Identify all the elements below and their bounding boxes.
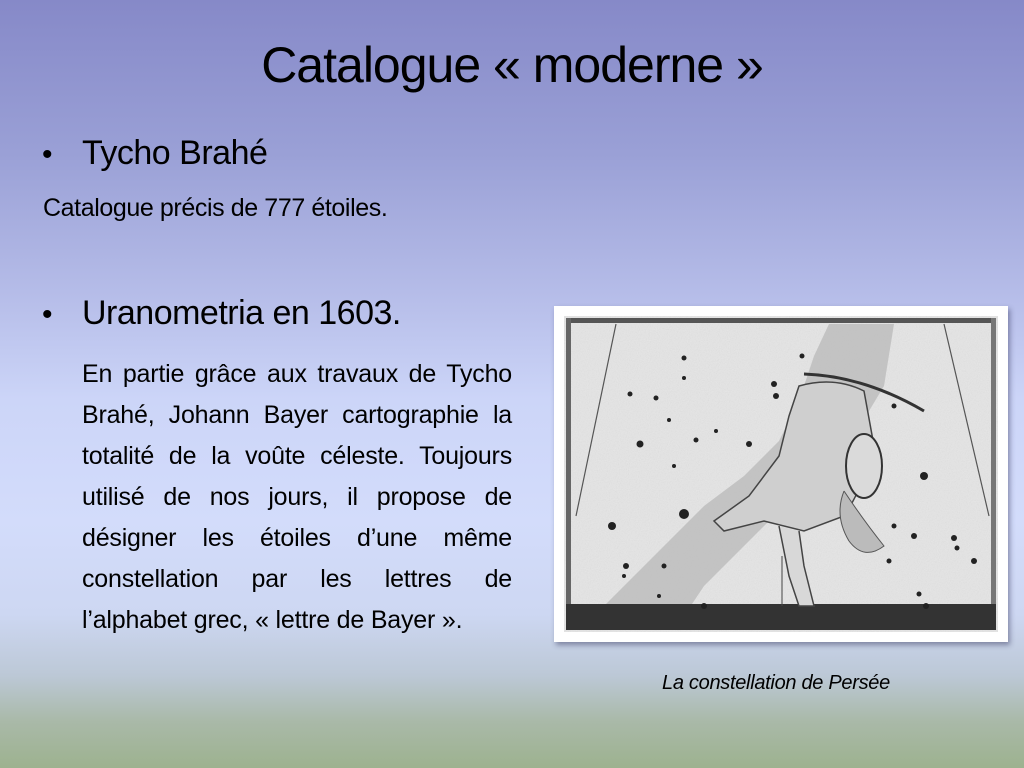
bullet-heading: Uranometria en 1603. bbox=[82, 294, 401, 332]
perseus-constellation-image bbox=[554, 306, 1008, 642]
bullet-icon: • bbox=[42, 298, 53, 331]
engraving-illustration bbox=[564, 316, 998, 632]
slide-title: Catalogue « moderne » bbox=[261, 37, 763, 93]
bullet-heading: Tycho Brahé bbox=[82, 134, 268, 172]
figure-caption: La constellation de Persée bbox=[662, 672, 890, 694]
bullet-paragraph: En partie grâce aux travaux de Tycho Brahé, Johann Bayer cartographie la totalité de la voûte céleste. Toujours utilisé de nos jours, il propose de désigner les étoiles d’une même constellation par les lettres de l’alphabet grec, « lettre de Bayer ». bbox=[82, 360, 512, 634]
bullet-subtext: Catalogue précis de 777 étoiles. bbox=[43, 194, 388, 222]
bullet-uranometria bbox=[42, 294, 401, 333]
bullet-icon: • bbox=[42, 138, 53, 171]
bullet-tycho-brahe bbox=[42, 134, 267, 173]
